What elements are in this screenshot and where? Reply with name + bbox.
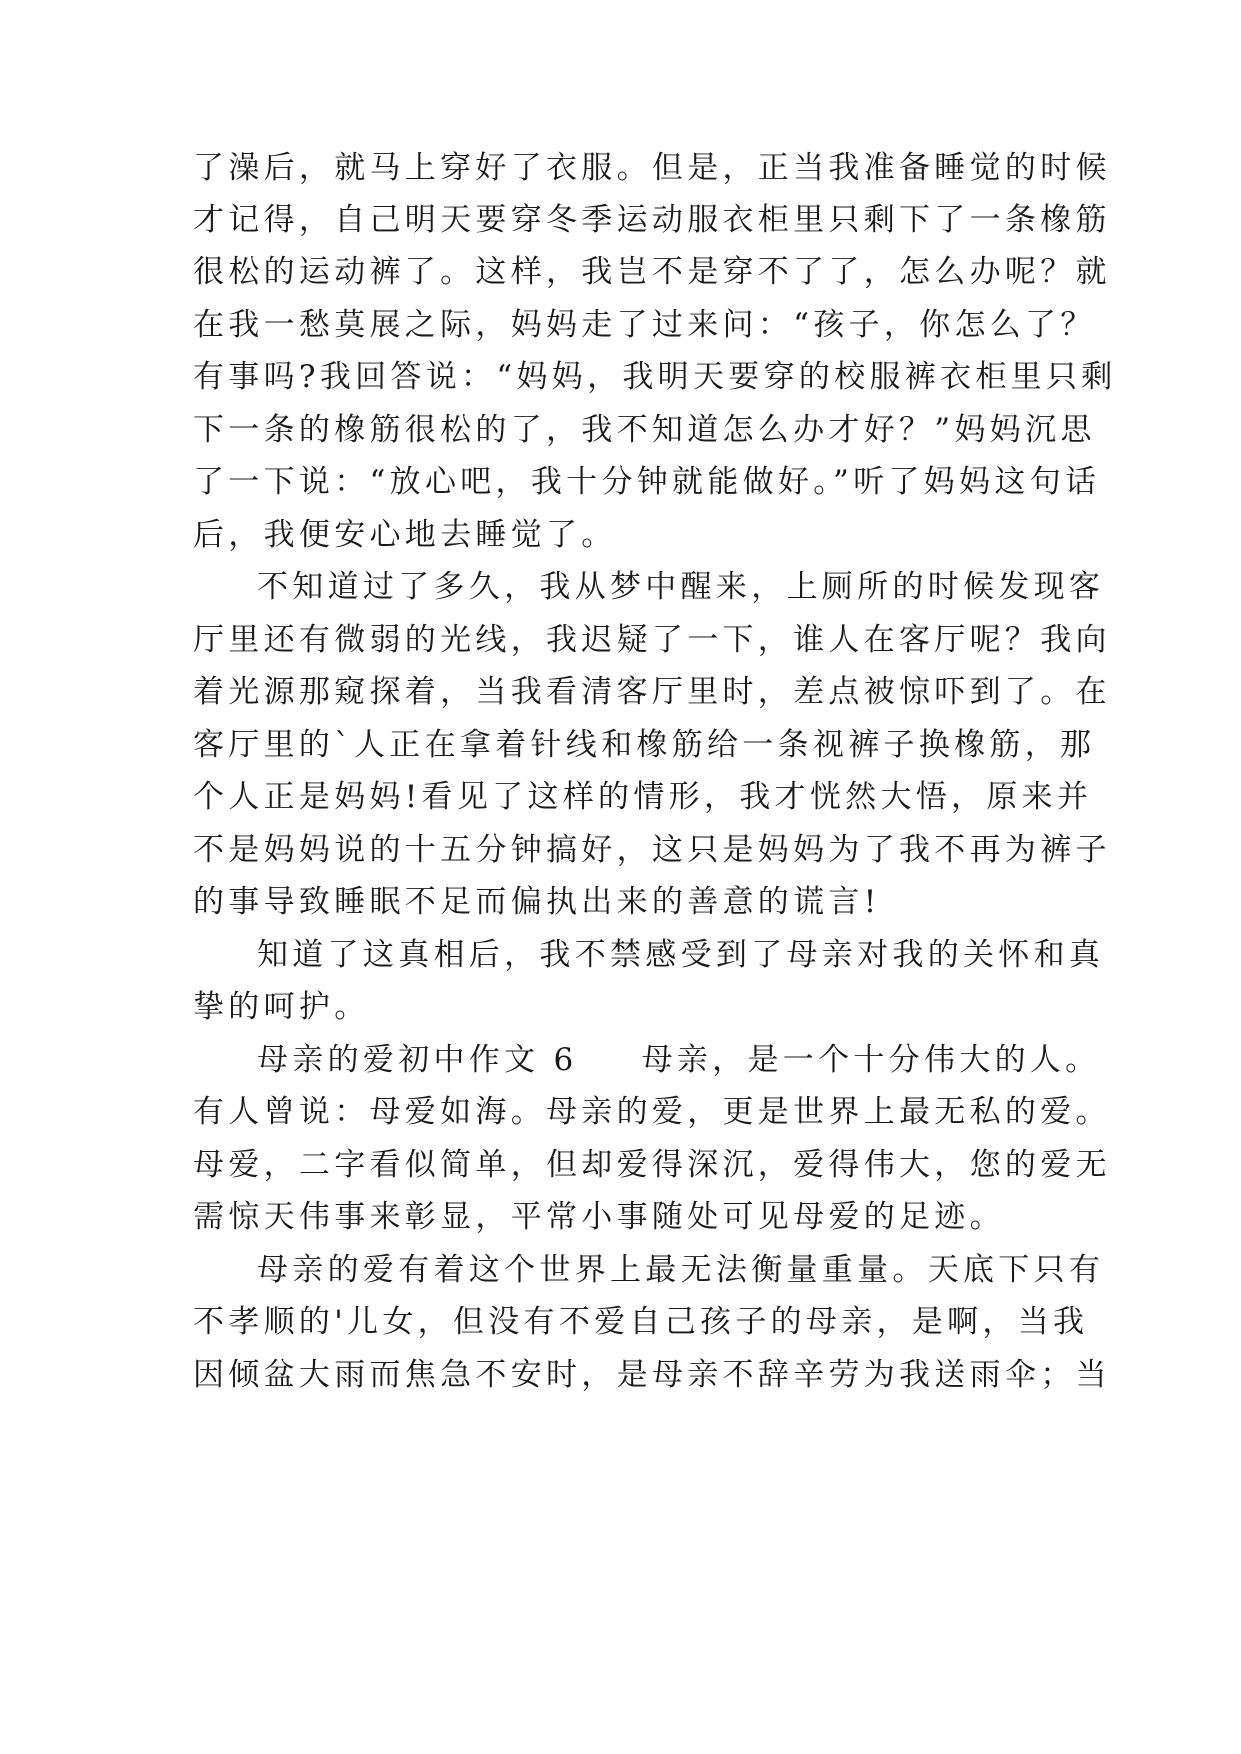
- text-line-17: 挚的呵护。: [193, 989, 370, 1025]
- text-line-23: 不孝顺的'儿女，但没有不爱自己孩子的母亲，是啊，当我: [193, 1304, 1089, 1340]
- text-line-15: 的事导致睡眠不足而偏执出来的善意的谎言!: [193, 884, 881, 920]
- text-line-8: 后，我便安心地去睡觉了。: [193, 517, 617, 553]
- text-line-2: 才记得，自己明天要穿冬季运动服衣柜里只剩下了一条橡筋: [193, 202, 1111, 238]
- text-line-6: 下一条的橡筋很松的了，我不知道怎么办才好？”妈妈沉思: [193, 412, 1096, 448]
- paragraph-start-line: 母亲的爱有着这个世界上最无法衡量重量。天底下只有: [257, 1252, 1105, 1288]
- text-line-20: 母爱，二字看似简单，但却爱得深沉，爱得伟大，您的爱无: [193, 1147, 1111, 1183]
- text-line-4: 在我一愁莫展之际，妈妈走了过来问：“孩子，你怎么了？: [193, 307, 1096, 343]
- essay-opening: 母亲，是一个十分伟大的人。: [641, 1042, 1101, 1078]
- text-line-14: 不是妈妈说的十五分钟搞好，这只是妈妈为了我不再为裤子: [193, 832, 1111, 868]
- text-line-24: 因倾盆大雨而焦急不安时，是母亲不辞辛劳为我送雨伞；当: [193, 1357, 1111, 1393]
- text-line-13: 个人正是妈妈!看见了这样的情形，我才恍然大悟，原来并: [193, 779, 1093, 815]
- text-line-7: 了一下说：“放心吧，我十分钟就能做好。”听了妈妈这句话: [193, 464, 1101, 500]
- text-line-21: 需惊天伟事来彰显，平常小事随处可见母爱的足迹。: [193, 1199, 1005, 1235]
- paragraph-start-line: 知道了这真相后，我不禁感受到了母亲对我的关怀和真: [257, 937, 1105, 973]
- essay-heading-line: [257, 1040, 1100, 1080]
- paragraph-start-line: 不知道过了多久，我从梦中醒来，上厕所的时候发现客: [257, 569, 1105, 605]
- text-line-10: 厅里还有微弱的光线，我迟疑了一下，谁人在客厅呢？我向: [193, 622, 1111, 658]
- text-line-11: 着光源那窥探着，当我看清客厅里时，差点被惊吓到了。在: [193, 674, 1111, 710]
- text-line-5: 有事吗?我回答说：“妈妈，我明天要穿的校服裤衣柜里只剩: [193, 359, 1117, 395]
- text-line-3: 很松的运动裤了。这样，我岂不是穿不了了，怎么办呢？就: [193, 254, 1111, 290]
- text-line-19: 有人曾说：母爱如海。母亲的爱，更是世界上最无私的爱。: [193, 1094, 1111, 1130]
- text-line-1: 了澡后，就马上穿好了衣服。但是，正当我准备睡觉的时候: [193, 150, 1111, 186]
- essay-title: 母亲的爱初中作文 6: [257, 1042, 578, 1078]
- text-line-12: 客厅里的`人正在拿着针线和橡筋给一条视裤子换橡筋，那: [193, 727, 1096, 763]
